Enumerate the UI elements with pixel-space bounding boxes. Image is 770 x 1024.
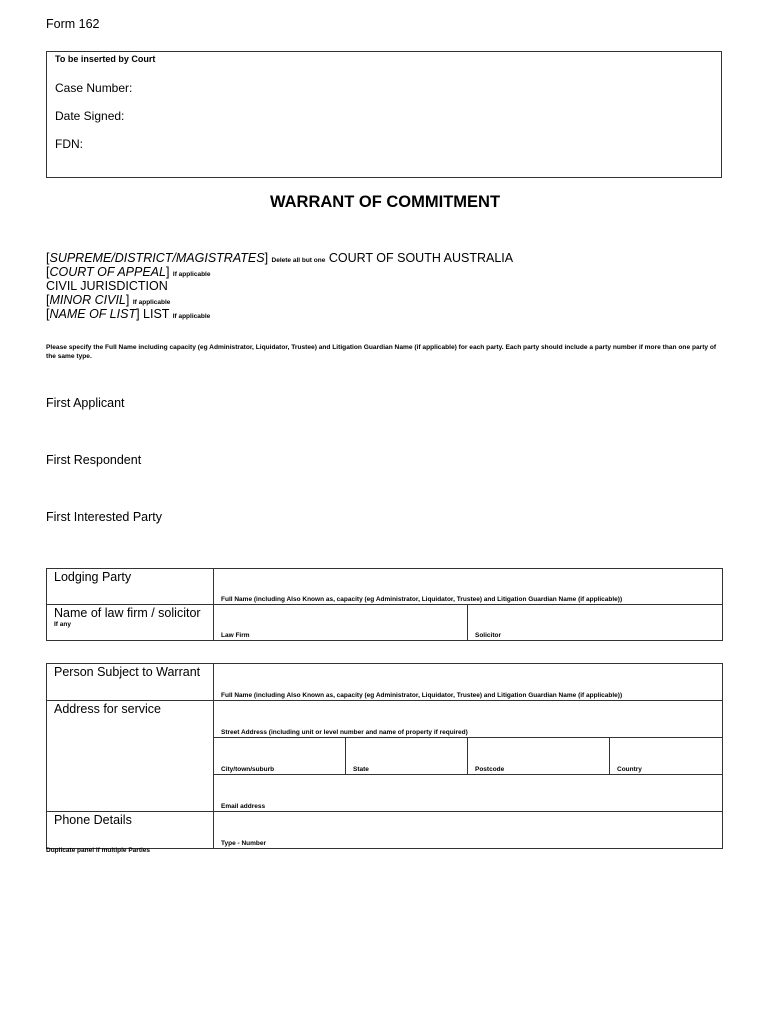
postcode-caption: Postcode — [475, 766, 505, 773]
party-instructions: Please specify the Full Name including capacity (eg Administrator, Liquidator, Trustee) and Litigation Guardian Name (if applicable) for each party. Each party should include a party number if more than one party of the same type. — [46, 344, 717, 360]
minor-civil: MINOR CIVIL — [49, 293, 126, 307]
postcode-field[interactable] — [468, 738, 610, 775]
court-of-sa: COURT OF SOUTH AUSTRALIA — [328, 251, 514, 265]
if-any-note: If any — [54, 621, 71, 628]
full-name-caption: Full Name (including Also Known as, capacity (eg Administrator, Liquidator, Trustee) and Litigation Guardian Name (if applicable)) — [221, 596, 623, 603]
civil-jurisdiction: CIVIL JURISDICTION — [46, 279, 168, 293]
lodging-full-name-field[interactable] — [214, 569, 723, 605]
court-of-appeal: COURT OF APPEAL — [49, 265, 166, 279]
full-name-caption: Full Name (including Also Known as, capacity (eg Administrator, Liquidator, Trustee) and Litigation Guardian Name (if applicable)) — [221, 692, 623, 699]
form-number: Form 162 — [46, 17, 100, 31]
state-field[interactable] — [346, 738, 468, 775]
name-of-list: NAME OF LIST — [49, 307, 137, 321]
court-options: SUPREME/DISTRICT/MAGISTRATES — [49, 251, 265, 265]
street-address-field[interactable] — [214, 701, 723, 738]
duplicate-panel-note: Duplicate panel if multiple Parties — [46, 847, 151, 854]
email-caption: Email address — [221, 803, 266, 810]
law-firm-label-cell — [47, 605, 214, 641]
solicitor-caption: Solicitor — [475, 632, 502, 639]
court-line: [SUPREME/DISTRICT/MAGISTRATES] Delete all but one COURT OF SOUTH AUSTRALIA — [46, 251, 514, 265]
lodging-party-label-cell — [47, 569, 214, 605]
first-applicant-label: First Applicant — [46, 396, 125, 410]
law-firm-field[interactable] — [214, 605, 468, 641]
email-field[interactable] — [214, 775, 723, 812]
lodging-party-label: Lodging Party — [54, 570, 132, 584]
lodging-table — [46, 568, 723, 641]
phone-caption: Type - Number — [221, 840, 267, 847]
subject-full-name-field[interactable] — [214, 664, 723, 701]
phone-label-cell — [47, 812, 214, 849]
court-use-box — [46, 51, 722, 178]
date-signed-label: Date Signed: — [55, 109, 125, 123]
if-applicable-note: If applicable — [172, 313, 211, 320]
subject-table — [46, 663, 723, 849]
phone-field[interactable] — [214, 812, 723, 849]
first-respondent-label: First Respondent — [46, 453, 142, 467]
minor-civil-line: [MINOR CIVIL] If applicable — [46, 293, 171, 307]
if-applicable-note: If applicable — [132, 299, 171, 306]
street-address-caption: Street Address (including unit or level number and name of property if required) — [221, 729, 468, 736]
phone-details-label: Phone Details — [54, 813, 132, 827]
if-applicable-note: If applicable — [172, 271, 211, 278]
law-firm-label: Name of law firm / solicitor — [54, 606, 201, 620]
court-use-heading: To be inserted by Court — [55, 54, 156, 64]
person-subject-label-cell — [47, 664, 214, 701]
delete-note: Delete all but one — [271, 257, 326, 264]
document-title: WARRANT OF COMMITMENT — [269, 193, 501, 211]
address-label-cell — [47, 701, 214, 812]
state-caption: State — [353, 766, 369, 773]
address-for-service-label: Address for service — [54, 702, 161, 716]
person-subject-label: Person Subject to Warrant — [54, 665, 201, 679]
fdn-label: FDN: — [55, 137, 83, 151]
list-line: [NAME OF LIST] LIST If applicable — [46, 307, 211, 321]
first-interested-party-label: First Interested Party — [46, 510, 163, 524]
case-number-label: Case Number: — [55, 81, 133, 95]
solicitor-field[interactable] — [468, 605, 723, 641]
country-field[interactable] — [610, 738, 723, 775]
city-caption: City/town/suburb — [221, 766, 275, 773]
country-caption: Country — [617, 766, 642, 773]
appeal-line: [COURT OF APPEAL] If applicable — [46, 265, 211, 279]
law-firm-caption: Law Firm — [221, 632, 250, 639]
city-field[interactable] — [214, 738, 346, 775]
list-word: LIST — [143, 307, 170, 321]
